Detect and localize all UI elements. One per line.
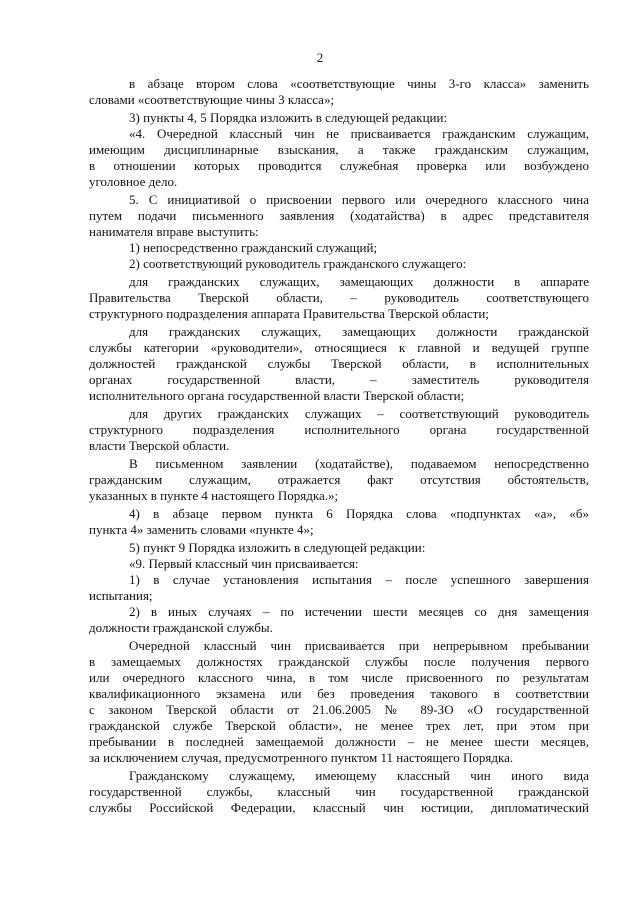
text-line: испытания;	[89, 588, 153, 603]
text-line: словами «соответствующие чины 3 класса»;	[89, 92, 335, 107]
text-line: 4) в абзаце первом пункта 6 Порядка слова «подпунктах «а», «б»	[129, 506, 589, 521]
text-line: пункта 4» заменить словами «пункте 4»;	[89, 522, 314, 537]
text-line: за исключением случая, предусмотренного пунктом 11 настоящего Порядка.	[89, 750, 514, 765]
text-line: нанимателя вправе выступить:	[89, 224, 259, 239]
text-line: органах государственной власти, – заместитель руководителя	[89, 372, 589, 387]
text-line: в отношении которых проводится служебная проверка или возбуждено	[89, 158, 589, 173]
text-line: для гражданских служащих, замещающих должности гражданской	[129, 324, 589, 339]
text-line: пребывании в последней замещаемой должности – не менее шести месяцев,	[89, 734, 589, 749]
document-body	[89, 76, 589, 816]
text-line: исполнительного органа государственной власти Тверской области;	[89, 388, 465, 403]
text-line: структурного подразделения исполнительного органа государственной	[89, 422, 589, 437]
text-line: 1) непосредственно гражданский служащий;	[129, 240, 378, 255]
text-line: 3) пункты 4, 5 Порядка изложить в следующей редакции:	[129, 110, 448, 125]
text-line: квалификационного экзамена или без проведения такового в соответствии	[89, 686, 589, 701]
text-line: «9. Первый классный чин присваивается:	[129, 556, 359, 571]
text-line: для гражданских служащих, замещающих должности в аппарате	[129, 274, 589, 289]
text-line: службы категории «руководители», относящиеся к главной и ведущей группе	[89, 340, 589, 355]
text-line: путем подачи письменного заявления (ходатайства) в адрес представителя	[89, 208, 589, 223]
text-line: Гражданскому служащему, имеющему классный чин иного вида	[129, 768, 589, 783]
text-line: государственной службы, классный чин государственной гражданской	[89, 784, 589, 799]
text-line: для других гражданских служащих – соответствующий руководитель	[129, 406, 589, 421]
text-line: «4. Очередной классный чин не присваивается гражданским служащим,	[129, 126, 589, 141]
text-line: имеющим дисциплинарные взыскания, а также гражданским служащим,	[89, 142, 589, 157]
text-line: структурного подразделения аппарата Правительства Тверской области;	[89, 306, 489, 321]
text-line: 2) соответствующий руководитель гражданского служащего:	[129, 256, 467, 271]
text-line: Правительства Тверской области, – руководитель соответствующего	[89, 290, 589, 305]
text-line: службы Российской Федерации, классный чин юстиции, дипломатический	[89, 800, 589, 815]
text-line: 2) в иных случаях – по истечении шести месяцев со дня замещения	[129, 604, 589, 619]
page-number: 2	[316, 50, 324, 65]
text-line: в абзаце втором слова «соответствующие чины 3-го класса» заменить	[129, 76, 589, 91]
text-line: Очередной классный чин присваивается при непрерывном пребывании	[129, 638, 589, 653]
text-line: уголовное дело.	[89, 174, 178, 189]
text-line: должностей гражданской службы Тверской области, в исполнительных	[89, 356, 589, 371]
text-line: должности гражданской службы.	[89, 620, 273, 635]
text-line: власти Тверской области.	[89, 438, 230, 453]
text-line: с законом Тверской области от 21.06.2005 № 89-ЗО «О государственной	[89, 702, 589, 717]
text-line: или очередного классного чина, в том числе присвоенного по результатам	[89, 670, 589, 685]
text-line: 5. С инициативой о присвоении первого или очередного классного чина	[129, 192, 589, 207]
text-line: 5) пункт 9 Порядка изложить в следующей редакции:	[129, 540, 426, 555]
text-line: 1) в случае установления испытания – после успешного завершения	[129, 572, 589, 587]
text-line: гражданским служащим, отражается факт отсутствия обстоятельств,	[89, 472, 589, 487]
text-line: указанных в пункте 4 настоящего Порядка.»;	[89, 488, 339, 503]
text-line: в замещаемых должностях гражданской службы после получения первого	[89, 654, 589, 669]
text-line: гражданской службе Тверской области», не менее трех лет, при этом при	[89, 718, 589, 733]
text-line: В письменном заявлении (ходатайстве), подаваемом непосредственно	[129, 456, 589, 471]
